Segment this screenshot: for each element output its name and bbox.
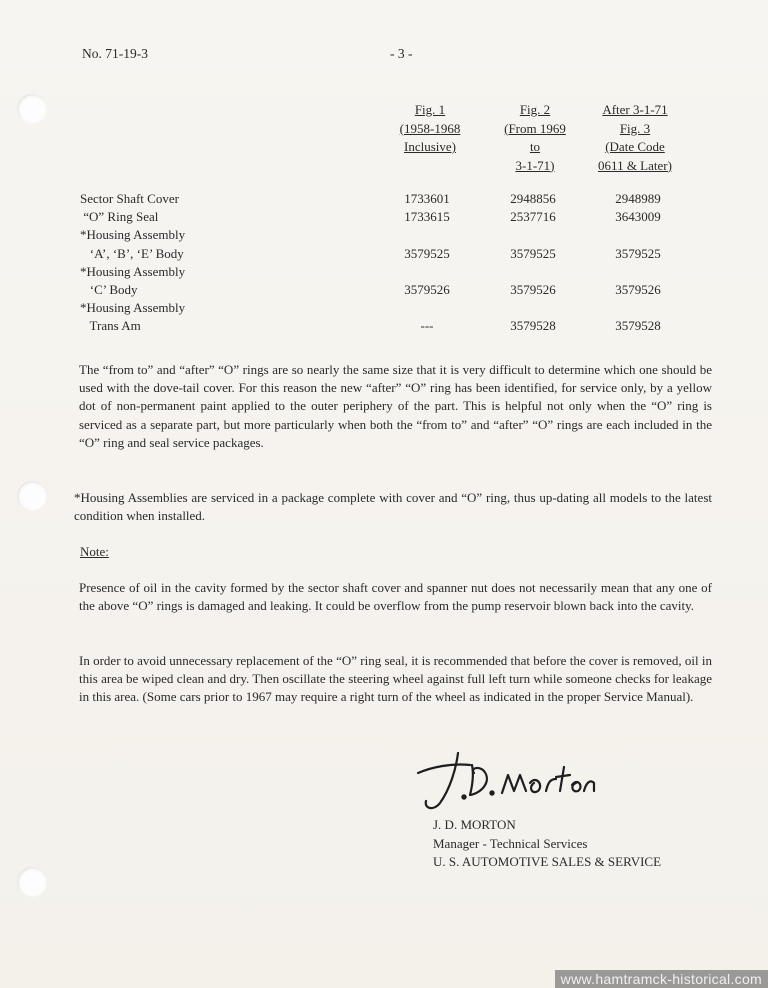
binder-hole bbox=[17, 94, 47, 124]
part-number-fig2: 3579528 bbox=[510, 318, 556, 334]
column-header-line: (Date Code bbox=[605, 139, 665, 154]
binder-hole bbox=[17, 481, 47, 511]
paragraph-oil-presence: Presence of oil in the cavity formed by the sector shaft cover and spanner nut does not necessarily mean that any one of the above “O” rings is damaged and leaking. It could be overflow from the pump reservoir blown back into the cavity. bbox=[79, 580, 712, 614]
website-watermark[interactable]: www.hamtramck-historical.com bbox=[555, 970, 768, 988]
signature-block bbox=[433, 816, 661, 872]
column-header-fig2 bbox=[490, 101, 580, 175]
paragraph-avoid-replacement: In order to avoid unnecessary replacement of the “O” ring seal, it is recommended that before the cover is removed, oil in this area be wiped clean and dry. Then oscillate the steering wheel against full left turn while someone checks for leakage in this area. (Some cars prior to 1967 may require a right turn of the wheel as indicated in the proper Service Manual). bbox=[79, 653, 712, 705]
column-header-fig1 bbox=[388, 101, 472, 157]
table-row bbox=[80, 299, 720, 317]
page-marker: - 3 - bbox=[390, 46, 413, 61]
table-row bbox=[80, 190, 720, 208]
column-header-line: (1958-1968 bbox=[399, 120, 461, 136]
column-header-line: to bbox=[529, 139, 541, 154]
part-number-fig1: 1733601 bbox=[404, 191, 450, 206]
column-header-line: 0611 & Later) bbox=[598, 157, 672, 173]
part-label: ‘C’ Body bbox=[80, 281, 138, 297]
handwritten-signature bbox=[412, 745, 602, 817]
table-row bbox=[80, 281, 720, 299]
signatory-title: Manager - Technical Services bbox=[433, 835, 588, 851]
part-number-fig1: --- bbox=[420, 318, 434, 334]
column-header-line: Inclusive) bbox=[404, 139, 456, 154]
part-label: *Housing Assembly bbox=[80, 227, 186, 243]
column-header-line: After 3-1-71 bbox=[602, 102, 668, 117]
note-heading: Note: bbox=[80, 544, 109, 559]
table-row bbox=[80, 245, 720, 263]
part-label: ‘A’, ‘B’, ‘E’ Body bbox=[80, 245, 184, 261]
part-number-fig3: 3579525 bbox=[615, 245, 661, 261]
parts-table bbox=[80, 190, 720, 336]
document-number: No. 71-19-3 bbox=[82, 46, 148, 61]
part-number-fig3: 3643009 bbox=[615, 209, 661, 225]
part-number-fig2: 2948856 bbox=[510, 191, 556, 206]
part-number-fig1: 1733615 bbox=[404, 209, 450, 225]
part-number-fig3: 2948989 bbox=[615, 191, 661, 206]
table-row bbox=[80, 263, 720, 281]
part-label: *Housing Assembly bbox=[80, 263, 186, 279]
column-header-line: Fig. 2 bbox=[519, 102, 551, 117]
binder-hole bbox=[17, 867, 47, 897]
part-number-fig2: 3579526 bbox=[510, 281, 556, 297]
part-number-fig2: 2537716 bbox=[510, 209, 556, 225]
paragraph-o-ring-identification: The “from to” and “after” “O” rings are so nearly the same size that it is very difficult to determine which one should be used with the dove-tail cover. For this reason the new “after” “O” ring has been identified, for service only, by a yellow dot of non-permanent paint applied to the outer periphery of the part. This is helpful not only when the “O” ring is serviced as a separate part, but more particularly when both the “from to” and “after” “O” rings are each included in the “O” ring and seal service packages. bbox=[79, 362, 712, 450]
column-header-line: Fig. 3 bbox=[619, 120, 651, 136]
signatory-organization: U. S. AUTOMOTIVE SALES & SERVICE bbox=[433, 854, 662, 869]
column-header-line: (From 1969 bbox=[504, 120, 566, 136]
table-row bbox=[80, 317, 720, 335]
paragraph-housing-assemblies: *Housing Assemblies are serviced in a package complete with cover and “O” ring, thus up-dating all models to the latest condition when installed. bbox=[74, 490, 712, 524]
column-header-fig3 bbox=[586, 101, 684, 175]
part-number-fig3: 3579526 bbox=[615, 281, 661, 297]
part-number-fig1: 3579526 bbox=[404, 281, 450, 297]
part-number-fig2: 3579525 bbox=[510, 245, 556, 261]
part-label: “O” Ring Seal bbox=[80, 209, 159, 225]
table-row bbox=[80, 208, 720, 226]
part-label: Sector Shaft Cover bbox=[80, 191, 179, 206]
part-number-fig3: 3579528 bbox=[615, 318, 661, 334]
part-number-fig1: 3579525 bbox=[404, 245, 450, 261]
table-row bbox=[80, 226, 720, 244]
column-header-line: 3-1-71) bbox=[515, 157, 555, 173]
column-header-line: Fig. 1 bbox=[414, 102, 446, 117]
part-label: *Housing Assembly bbox=[80, 300, 186, 316]
part-label: Trans Am bbox=[80, 318, 141, 334]
signatory-name: J. D. MORTON bbox=[433, 817, 516, 832]
